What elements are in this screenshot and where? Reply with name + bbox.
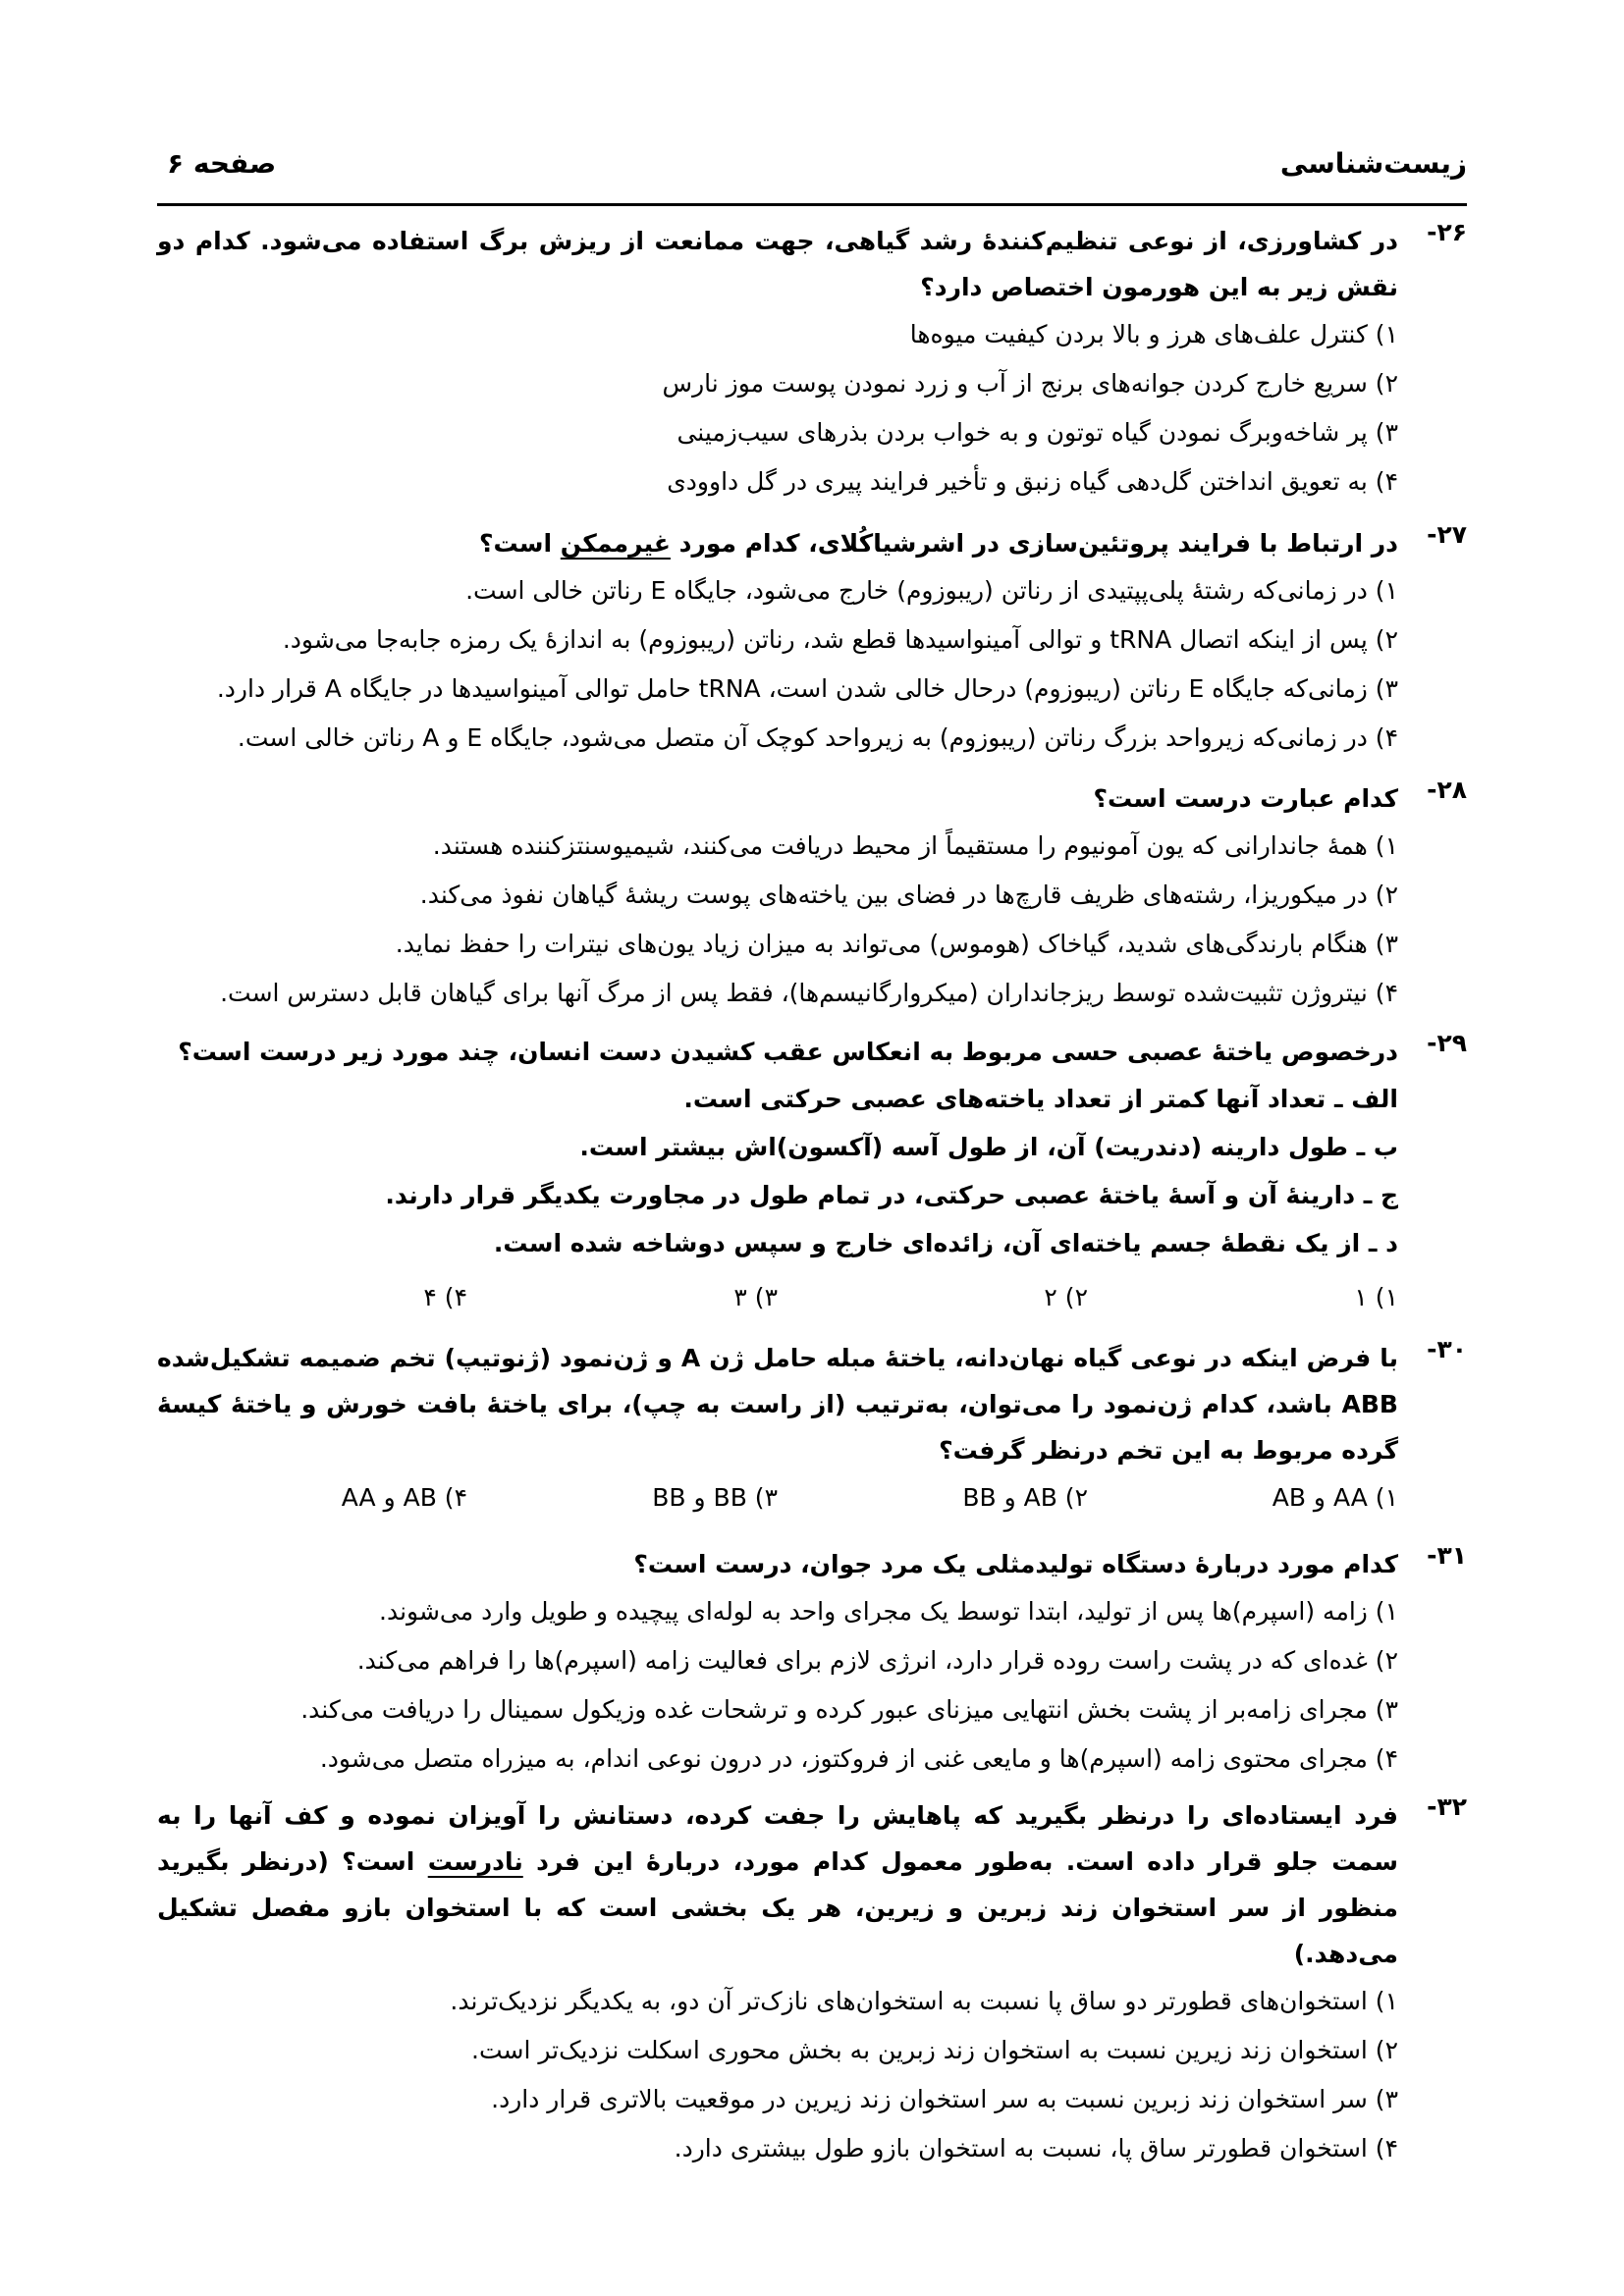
question-text-start: فرد ایستاده‌ای را درنظر بگیرید که پاهایش را جفت کرده، دستانش را آویزان نموده و کف آنها را به سمت جلو قرار داده است. به‌طور معمول کدام مورد، دربارهٔ این فرد — [157, 1801, 1398, 1876]
header-divider — [157, 203, 1467, 206]
option-3: ۳) سر استخوان زند زبرین نسبت به سر استخوان زند زیرین در موقعیت بالاتری قرار دارد. — [491, 2085, 1398, 2113]
question-29 — [157, 1029, 1467, 1322]
emphasized-word: غیرممکن — [560, 529, 671, 558]
question-text: در کشاورزی، از نوعی تنظیم‌کنندهٔ رشد گیاهی، جهت ممانعت از ریزش برگ استفاده می‌شود. کدام دو نقش زیر به این هورمون اختصاص دارد؟ — [157, 227, 1398, 301]
option-1: ۱) کنترل علف‌های هرز و بالا بردن کیفیت میوه‌ها — [909, 320, 1398, 348]
statement-jim: ج ـ دارینهٔ آن و آسهٔ یاختهٔ عصبی حرکتی، در تمام طول در مجاورت یکدیگر قرار دارند. — [385, 1181, 1398, 1209]
question-30 — [157, 1335, 1467, 1522]
option-3: ۳) زمانی‌که جایگاه E رناتن (ریبوزوم) درحال خالی شدن است، tRNA حامل توالی آمینواسیدها در جایگاه A قرار دارد. — [216, 674, 1398, 703]
option-4: ۴) مجرای محتوی زامه (اسپرم)ها و مایعی غنی از فروکتوز، در درون نوعی اندام، به میزراه متصل می‌شود. — [319, 1744, 1398, 1773]
option-2: ۲) پس از اینکه اتصال tRNA و توالی آمینواسیدها قطع شد، رناتن (ریبوزوم) به اندازهٔ یک رمزه جابه‌جا می‌شود. — [282, 625, 1398, 654]
question-32 — [157, 1792, 1467, 2173]
option-3: ۳) پر شاخه‌وبرگ نمودن گیاه توتون و به خواب بردن بذرهای سیب‌زمینی — [677, 418, 1398, 447]
question-31 — [157, 1541, 1467, 1784]
subject-title: زیست‌شناسی — [1279, 147, 1467, 180]
option-2: ۲) سریع خارج کردن جوانه‌های برنج از آب و زرد نمودن پوست موز نارس — [662, 369, 1398, 398]
option-1: ۱) استخوان‌های قطورتر دو ساق پا نسبت به استخوان‌های نازک‌تر آن دو، به یکدیگر نزدیک‌ترند. — [450, 1987, 1398, 2015]
question-text: کدام مورد دربارهٔ دستگاه تولیدمثلی یک مرد جوان، درست است؟ — [633, 1550, 1398, 1578]
question-number: ۲۹- — [1427, 1029, 1467, 1057]
page-number: صفحه ۶ — [167, 147, 277, 180]
question-text — [157, 1792, 1398, 1977]
question-number: ۲۶- — [1427, 218, 1467, 246]
question-text-end: است؟ (درنظر بگیرید منظور از سر استخوان زند زبرین و زیرین، هر یک بخشی است که با استخوان بازو مفصل تشکیل می‌دهد.) — [157, 1847, 1398, 1968]
question-27 — [157, 520, 1467, 763]
question-28 — [157, 775, 1467, 1018]
option-3: ۳) مجرای زامه‌بر از پشت بخش انتهایی میزنای عبور کرده و ترشحات غده وزیکول سمینال را دریافت می‌کند. — [300, 1695, 1398, 1724]
option-3: ۳) ۳ — [733, 1283, 778, 1311]
question-number: ۲۷- — [1427, 520, 1467, 549]
option-2: ۲) AB و BB — [962, 1483, 1088, 1512]
option-4: ۴) AB و AA — [341, 1483, 467, 1512]
options-row — [157, 1473, 1398, 1522]
question-number: ۲۸- — [1427, 775, 1467, 804]
question-text: درخصوص یاختهٔ عصبی حسی مربوط به انعکاس عقب کشیدن دست انسان، چند مورد زیر درست است؟ — [178, 1038, 1398, 1066]
option-4: ۴) نیتروژن تثبیت‌شده توسط ریزجانداران (میکروارگانیسم‌ها)، فقط پس از مرگ آنها برای گیاهان قابل دسترس است. — [220, 979, 1398, 1007]
question-text-start: در ارتباط با فرایند پروتئین‌سازی در اشرشیاکُلای، کدام مورد — [670, 529, 1398, 558]
option-2: ۲) در میکوریزا، رشته‌های ظریف قارچ‌ها در فضای بین یاخته‌های پوست ریشهٔ گیاهان نفوذ می‌کند. — [419, 881, 1398, 909]
option-2: ۲) غده‌ای که در پشت راست روده قرار دارد، انرژی لازم برای فعالیت زامه (اسپرم)ها را فراهم می‌کند. — [356, 1646, 1398, 1675]
question-text: کدام عبارت درست است؟ — [1093, 784, 1398, 813]
question-26 — [157, 218, 1467, 507]
option-4: ۴) ۴ — [423, 1283, 467, 1311]
option-1: ۱) زامه (اسپرم)ها پس از تولید، ابتدا توسط یک مجرای واحد به لوله‌ای پیچیده و طویل وارد می‌شوند. — [379, 1597, 1398, 1626]
option-3: ۳) BB و BB — [652, 1483, 778, 1512]
question-text — [157, 520, 1398, 566]
question-number: ۳۱- — [1427, 1541, 1467, 1570]
question-number: ۳۲- — [1427, 1792, 1467, 1821]
question-text-end: است؟ — [478, 529, 561, 558]
emphasized-word: نادرست — [427, 1847, 523, 1876]
option-2: ۲) ۲ — [1044, 1283, 1088, 1311]
option-3: ۳) هنگام بارندگی‌های شدید، گیاخاک (هوموس) می‌تواند به میزان زیاد یون‌های نیترات را حفظ نماید. — [395, 930, 1398, 958]
option-4: ۴) در زمانی‌که زیرواحد بزرگ رناتن (ریبوزوم) به زیرواحد کوچک آن متصل می‌شود، جایگاه E و A رناتن خالی است. — [237, 723, 1398, 752]
statement-alef: الف ـ تعداد آنها کمتر از تعداد یاخته‌های عصبی حرکتی است. — [683, 1085, 1398, 1113]
option-1: ۱) در زمانی‌که رشتهٔ پلی‌پپتیدی از رناتن (ریبوزوم) خارج می‌شود، جایگاه E رناتن خالی است. — [465, 576, 1398, 605]
option-1: ۱) همهٔ جاندارانی که یون آمونیوم را مستقیماً از محیط دریافت می‌کنند، شیمیوسنتزکننده هستند. — [432, 831, 1398, 860]
question-number: ۳۰- — [1427, 1335, 1467, 1363]
option-4: ۴) به تعویق انداختن گل‌دهی گیاه زنبق و تأخیر فرایند پیری در گل داوودی — [667, 467, 1398, 496]
option-4: ۴) استخوان قطورتر ساق پا، نسبت به استخوان بازو طول بیشتری دارد. — [674, 2134, 1398, 2163]
option-2: ۲) استخوان زند زیرین نسبت به استخوان زند زبرین به بخش محوری اسکلت نزدیک‌تر است. — [471, 2036, 1398, 2064]
option-1: ۱) AA و AB — [1272, 1483, 1398, 1512]
option-1: ۱) ۱ — [1354, 1283, 1398, 1311]
statement-dal: د ـ از یک نقطهٔ جسم یاخته‌ای آن، زائده‌ای خارج و سپس دوشاخه شده است. — [493, 1229, 1398, 1257]
statement-be: ب ـ طول دارینه (دندریت) آن، از طول آسه (آکسون)اش بیشتر است. — [579, 1133, 1398, 1161]
question-text: با فرض اینکه در نوعی گیاه نهان‌دانه، یاختهٔ مبله حامل ژن A و ژن‌نمود (ژنوتیپ) تخم ضمیمه تشکیل‌شده ABB باشد، کدام ژن‌نمود را می‌توان، به‌ترتیب (از راست به چپ)، برای یاختهٔ بافت خورش و یاختهٔ کیسهٔ گرده مربوط به این تخم درنظر گرفت؟ — [157, 1344, 1398, 1465]
page-header — [157, 147, 1467, 190]
options-row — [157, 1273, 1398, 1322]
